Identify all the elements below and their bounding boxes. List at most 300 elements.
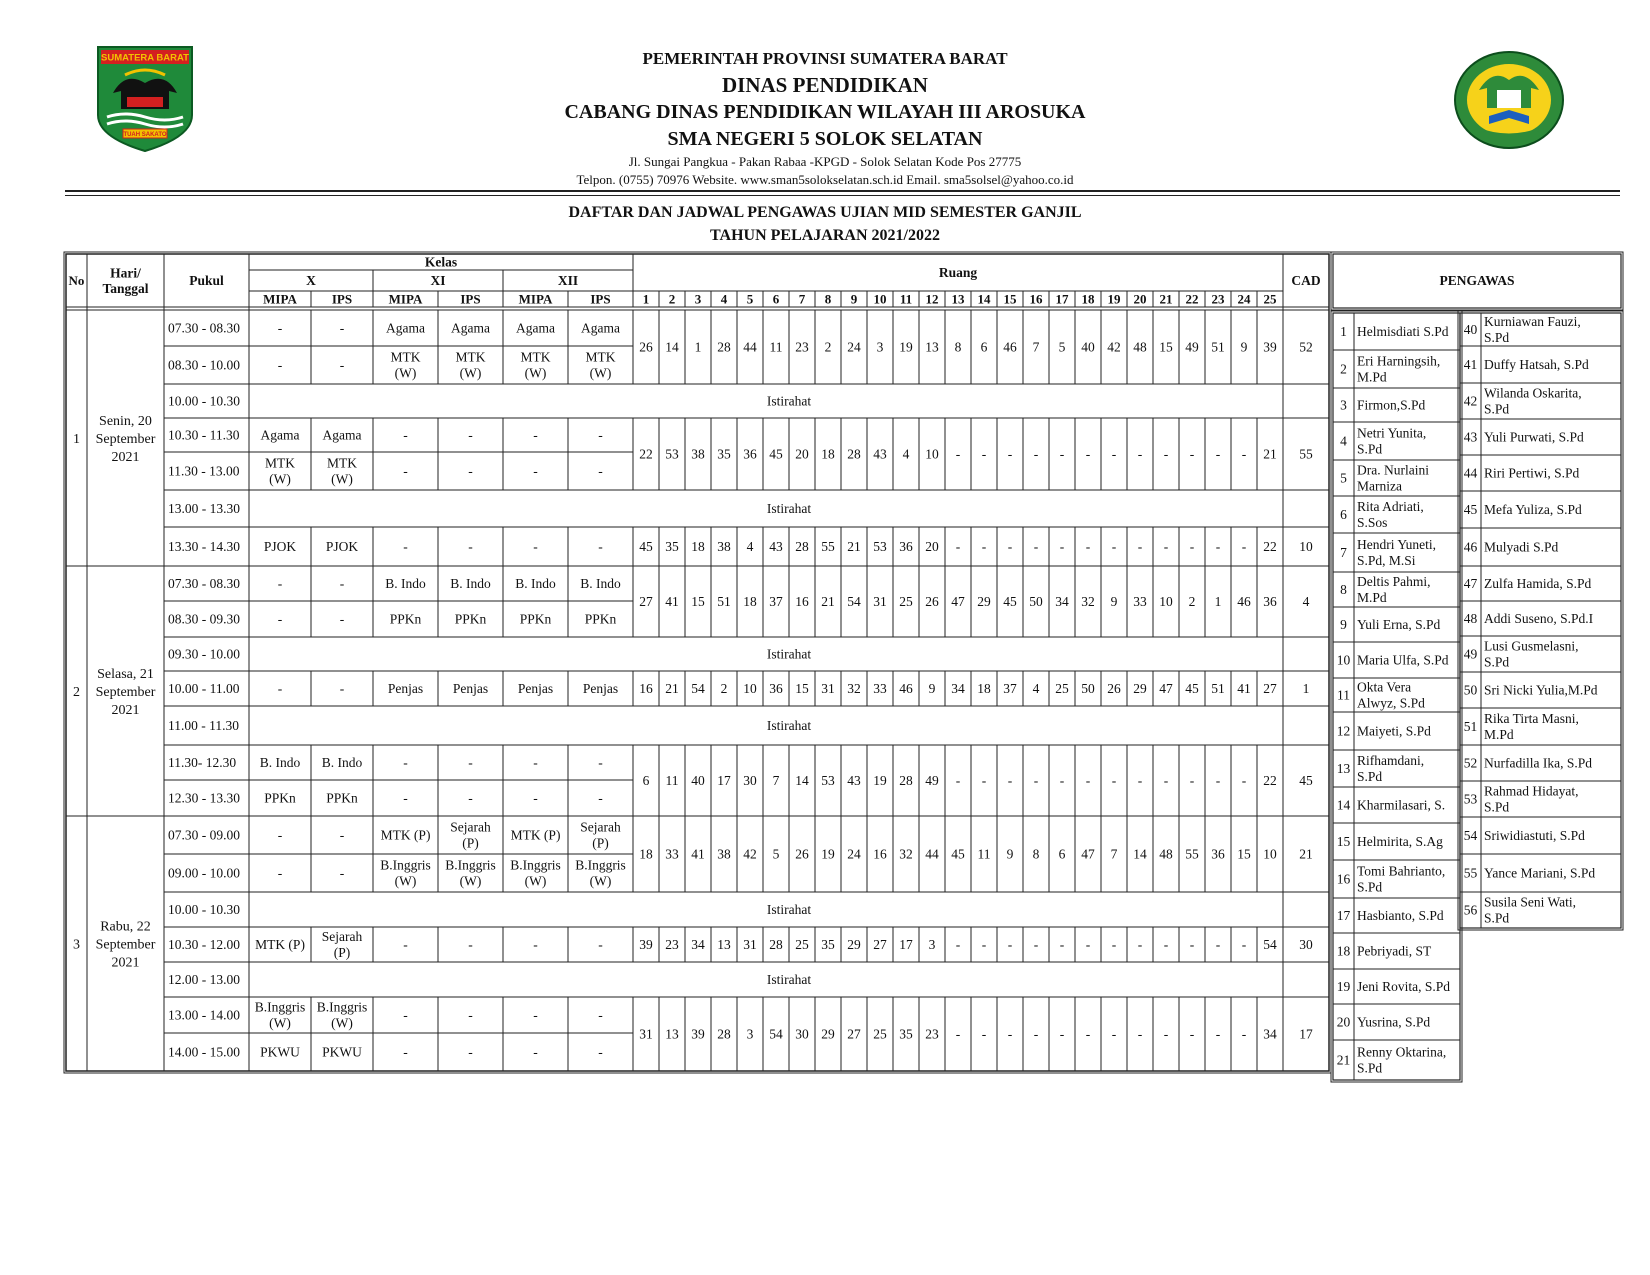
school-contact: Telpon. (0755) 70976 Website. www.sman5solokselatan.sch.id Email. sma5solsel@yahoo.co.id [576,172,1074,187]
room-assignment: 39 [1263,339,1277,355]
room-assignment: 3 [876,339,884,355]
room-assignment: 45 [1003,594,1017,610]
supervisor-number: 14 [1336,797,1351,813]
letterhead-rule-thin [65,195,1620,196]
time-slot: 08.30 - 10.00 [168,357,240,373]
room-assignment: 26 [925,594,939,610]
room-assignment: - [1033,539,1039,555]
break-label: Istirahat [766,902,812,918]
supervisor-name: Nurfadilla Ika, S.Pd [1484,755,1592,771]
subject-cell: MTK (W) [520,349,551,381]
supervisor-name: Firmon,S.Pd [1357,397,1426,413]
room-assignment: 18 [639,846,653,862]
supervisor-number: 16 [1336,871,1351,887]
room-assignment: 27 [639,594,653,610]
room-assignment: 26 [795,846,809,862]
time-slot: 10.00 - 10.30 [168,902,240,918]
time-slot: 13.30 - 14.30 [168,539,240,555]
room-number-header: 5 [746,291,754,307]
subject-cell: Penjas [517,681,554,697]
col-header-stream: IPS [331,291,353,307]
subject-cell: PPKn [326,790,358,806]
room-assignment: 34 [1263,1026,1277,1042]
subject-cell: - [277,865,283,881]
subject-cell: Penjas [387,681,424,697]
border [1333,313,1460,1080]
supervisor-number: 51 [1463,719,1478,735]
subject-cell: MTK (P) [255,937,305,953]
col-header-grade-xi: XI [430,273,446,289]
room-assignment: 28 [717,339,731,355]
room-assignment: 20 [925,539,939,555]
subject-cell: MTK (W) [327,455,357,487]
room-assignment: 15 [691,594,705,610]
room-assignment: - [1189,937,1195,953]
col-header-day: Hari/ Tanggal [102,265,149,296]
room-assignment: - [1215,773,1221,789]
supervisor-name: Maria Ulfa, S.Pd [1357,652,1449,668]
room-assignment: - [1189,773,1195,789]
room-assignment: 47 [951,594,965,610]
room-assignment: - [981,773,987,789]
supervisor-name: Riri Pertiwi, S.Pd [1484,465,1580,481]
room-assignment: 37 [1003,681,1017,697]
subject-cell: - [403,463,408,479]
col-header-grade-xii: XII [557,273,579,289]
room-assignment: - [1085,539,1091,555]
room-assignment: 32 [899,846,913,862]
room-assignment: - [1111,446,1117,462]
room-assignment: 41 [691,846,705,862]
subject-cell: B. Indo [580,576,621,592]
supervisor-number: 42 [1463,393,1478,409]
room-assignment: 2 [720,681,728,697]
room-assignment: 49 [1185,339,1199,355]
supervisor-number: 9 [1340,617,1347,633]
room-assignment: 13 [665,1026,679,1042]
room-assignment: 45 [769,446,783,462]
room-assignment: - [1007,539,1013,555]
time-slot: 11.30 - 13.00 [168,463,240,479]
subject-cell: - [339,357,345,373]
supervisor-name: Yuli Erna, S.Pd [1357,617,1441,633]
subject-cell: PPKn [264,790,296,806]
room-assignment: 11 [665,773,679,789]
subject-cell: - [468,755,473,771]
room-assignment: 17 [717,773,731,789]
room-assignment: 6 [1058,846,1066,862]
room-assignment: - [981,539,987,555]
room-assignment: 35 [899,1026,913,1042]
time-slot: 13.00 - 14.00 [168,1007,240,1023]
subject-cell: Sejarah (P) [321,929,363,961]
room-assignment: 18 [691,539,705,555]
room-assignment: 9 [1240,339,1248,355]
room-assignment: 53 [665,446,679,462]
room-assignment: - [1059,1026,1065,1042]
time-slot: 10.30 - 12.00 [168,937,240,953]
supervisor-number: 54 [1463,828,1478,844]
time-slot: 13.00 - 13.30 [168,501,240,517]
academic-year: TAHUN PELAJARAN 2021/2022 [710,227,940,244]
room-assignment: 36 [1211,846,1225,862]
room-assignment: 13 [717,937,731,953]
subject-cell: - [533,539,538,555]
room-assignment: 41 [665,594,679,610]
supervisor-number: 43 [1463,429,1478,445]
supervisor-name: Helmirita, S.Ag [1357,834,1443,850]
time-slot: 12.30 - 13.30 [168,790,240,806]
subject-cell: - [598,427,603,443]
room-assignment: 49 [925,773,939,789]
supervisor-number: 18 [1336,943,1351,959]
subject-cell: - [403,1044,408,1060]
document-title: DAFTAR DAN JADWAL PENGAWAS UJIAN MID SEMESTER GANJIL [568,204,1082,221]
col-header-reserve: CAD [1291,273,1321,289]
room-assignment: 2 [1188,594,1196,610]
border [64,252,1331,1073]
time-slot: 10.00 - 10.30 [168,393,240,409]
supervisor-name: Hasbianto, S.Pd [1357,908,1444,924]
subject-cell: - [339,611,345,627]
room-number-header: 20 [1133,291,1147,307]
supervisor-number: 45 [1463,502,1478,518]
room-assignment: - [1189,446,1195,462]
room-assignment: 22 [1263,773,1277,789]
subject-cell: - [533,755,538,771]
room-assignment: - [955,539,961,555]
room-number-header: 17 [1055,291,1069,307]
room-assignment: - [1033,446,1039,462]
subject-cell: - [533,427,538,443]
room-assignment: - [1163,1026,1169,1042]
room-assignment: 51 [1211,681,1225,697]
time-slot: 11.00 - 11.30 [168,718,239,734]
room-assignment: - [1189,539,1195,555]
subject-cell: - [598,937,603,953]
room-assignment: 31 [821,681,835,697]
supervisor-name: Helmisdiati S.Pd [1357,324,1449,340]
room-assignment: 10 [925,446,939,462]
room-assignment: - [1007,773,1013,789]
supervisor-number: 11 [1337,687,1350,703]
subject-cell: B.Inggris (W) [254,999,306,1031]
room-assignment: 19 [873,773,887,789]
room-assignment: 51 [1211,339,1225,355]
room-number-header: 23 [1211,291,1225,307]
room-assignment: 48 [1159,846,1173,862]
time-slot: 12.00 - 13.00 [168,972,240,988]
reserve-count: 1 [1302,681,1310,697]
supervisor-name: Yusrina, S.Pd [1357,1014,1431,1030]
room-assignment: 26 [639,339,653,355]
subject-cell: - [533,1044,538,1060]
room-assignment: 28 [795,539,809,555]
supervisor-name: Tomi Bahrianto, S.Pd [1357,863,1446,895]
room-assignment: 15 [1237,846,1251,862]
supervisor-name: Maiyeti, S.Pd [1357,723,1431,739]
room-assignment: - [1033,937,1039,953]
supervisor-number: 13 [1336,761,1351,777]
room-assignment: - [1111,937,1117,953]
room-assignment: - [981,937,987,953]
room-assignment: 36 [1263,594,1277,610]
supervisor-number: 49 [1463,646,1478,662]
subject-cell: Sejarah (P) [450,819,491,851]
room-assignment: 55 [821,539,835,555]
subject-cell: - [598,755,603,771]
border [1331,252,1623,310]
room-assignment: 25 [873,1026,887,1042]
room-assignment: 38 [691,446,705,462]
agency-line: DINAS PENDIDIKAN [722,73,928,97]
subject-cell: - [468,1007,473,1023]
col-header-no: No [68,273,85,289]
supervisor-number: 12 [1336,723,1351,739]
subject-cell: Agama [451,320,490,336]
supervisor-number: 4 [1340,433,1347,449]
room-assignment: 19 [899,339,913,355]
break-label: Istirahat [766,718,812,734]
subject-cell: MTK (W) [390,349,421,381]
subject-cell: PJOK [263,539,297,555]
room-assignment: 50 [1029,594,1043,610]
room-number-header: 11 [899,291,913,307]
room-assignment: 8 [954,339,962,355]
supervisor-name: Kurniawan Fauzi, S.Pd [1484,314,1581,346]
room-assignment: 6 [980,339,988,355]
supervisor-number: 6 [1340,507,1347,523]
supervisor-number: 7 [1340,545,1347,561]
room-assignment: 27 [847,1026,861,1042]
break-label: Istirahat [766,393,812,409]
room-assignment: 21 [665,681,679,697]
subject-cell: - [339,681,345,697]
subject-cell: B.Inggris (W) [445,857,496,889]
subject-cell: - [468,463,473,479]
room-assignment: 40 [1081,339,1095,355]
reserve-count: 10 [1299,539,1313,555]
supervisor-header: PENGAWAS [1439,273,1515,289]
school-emblem-logo [1453,50,1565,150]
subject-cell: B. Indo [259,755,301,771]
supervisor-name: Rita Adriati, S.Sos [1357,499,1424,531]
room-assignment: 34 [951,681,965,697]
room-assignment: 27 [1263,681,1277,697]
supervisor-name: Renny Oktarina, S.Pd [1357,1044,1447,1076]
room-assignment: - [1085,1026,1091,1042]
supervisor-number: 1 [1340,324,1347,340]
room-assignment: 46 [899,681,913,697]
supervisor-number: 48 [1463,611,1478,627]
room-assignment: - [1007,937,1013,953]
room-assignment: 54 [691,681,705,697]
room-assignment: 33 [1133,594,1147,610]
room-assignment: 38 [717,846,731,862]
supervisor-name: Rika Tirta Masni, M.Pd [1484,711,1579,743]
room-assignment: 4 [1032,681,1040,697]
subject-cell: Agama [260,427,300,443]
subject-cell: PKWU [260,1044,300,1060]
room-assignment: - [1137,773,1143,789]
subject-cell: - [598,539,603,555]
subject-cell: PPKn [389,611,422,627]
room-assignment: 24 [847,846,861,862]
room-assignment: 38 [717,539,731,555]
break-label: Istirahat [766,972,812,988]
subject-cell: MTK (W) [455,349,486,381]
subject-cell: MTK (P) [510,827,561,843]
room-assignment: 27 [873,937,887,953]
room-assignment: 39 [691,1026,705,1042]
room-assignment: 16 [873,846,887,862]
room-number-header: 24 [1237,291,1251,307]
subject-cell: - [403,539,408,555]
reserve-count: 17 [1299,1026,1313,1042]
room-assignment: 54 [769,1026,783,1042]
subject-cell: - [598,790,603,806]
room-assignment: 41 [1237,681,1251,697]
room-assignment: - [1163,539,1169,555]
room-assignment: 3 [746,1026,754,1042]
room-assignment: 6 [642,773,650,789]
subject-cell: - [403,790,408,806]
room-assignment: 45 [1185,681,1199,697]
time-slot: 07.30 - 08.30 [168,320,240,336]
subject-cell: B.Inggris (W) [380,857,431,889]
supervisor-number: 10 [1336,652,1351,668]
room-assignment: 54 [1263,937,1277,953]
room-assignment: 47 [1159,681,1173,697]
room-assignment: 9 [1006,846,1014,862]
supervisor-number: 56 [1463,902,1478,918]
room-assignment: - [1059,446,1065,462]
col-header-grade-x: X [306,273,316,289]
room-assignment: 7 [1110,846,1118,862]
room-number-header: 9 [850,291,858,307]
subject-cell: Agama [581,320,620,336]
supervisor-name: Yuli Purwati, S.Pd [1484,429,1584,445]
room-number-header: 4 [720,291,728,307]
room-assignment: 29 [821,1026,835,1042]
room-assignment: 5 [1058,339,1066,355]
room-assignment: 50 [1081,681,1095,697]
col-header-stream: IPS [590,291,611,307]
room-assignment: 15 [795,681,809,697]
subject-cell: - [468,1044,473,1060]
subject-cell: MTK (W) [585,349,616,381]
room-assignment: - [1111,773,1117,789]
supervisor-name: Rifhamdani, S.Pd [1357,753,1425,785]
room-assignment: - [1163,937,1169,953]
subject-cell: - [468,427,473,443]
room-assignment: - [1085,773,1091,789]
room-assignment: 43 [769,539,783,555]
province-emblem-logo [95,45,195,153]
supervisor-number: 52 [1463,755,1478,771]
room-assignment: 43 [847,773,861,789]
supervisor-name: Rahmad Hidayat, S.Pd [1484,783,1579,815]
supervisor-name: Eri Harningsih, M.Pd [1357,353,1441,385]
room-assignment: 9 [1110,594,1118,610]
time-slot: 11.30- 12.30 [168,755,237,771]
room-number-header: 3 [694,291,702,307]
room-assignment: - [1137,937,1143,953]
room-assignment: 29 [1133,681,1147,697]
room-assignment: 30 [743,773,757,789]
supervisor-name: Wilanda Oskarita, S.Pd [1484,385,1582,417]
subject-cell: - [533,790,538,806]
subject-cell: PKWU [322,1044,362,1060]
supervisor-number: 50 [1463,682,1478,698]
room-assignment: 35 [821,937,835,953]
time-slot: 07.30 - 09.00 [168,827,240,843]
room-assignment: 16 [795,594,809,610]
supervisor-name: Addi Suseno, S.Pd.I [1484,611,1594,627]
room-number-header: 25 [1263,291,1277,307]
subject-cell: B.Inggris (W) [575,857,626,889]
room-assignment: 22 [639,446,653,462]
room-assignment: 35 [665,539,679,555]
room-assignment: 1 [694,339,702,355]
room-assignment: - [981,446,987,462]
subject-cell: MTK (W) [265,455,295,487]
room-assignment: - [1085,446,1091,462]
room-assignment: 20 [795,446,809,462]
room-assignment: 34 [1055,594,1069,610]
reserve-count: 52 [1299,339,1313,355]
room-assignment: 14 [795,773,809,789]
reserve-count: 21 [1299,846,1313,862]
border [1331,311,1462,1082]
supervisor-name: Hendri Yuneti, S.Pd, M.Si [1357,537,1436,569]
supervisor-name: Duffy Hatsah, S.Pd [1484,357,1589,373]
emblem-ribbon-text: TUAH SAKATO [123,132,167,138]
room-assignment: - [1137,539,1143,555]
room-assignment: 36 [769,681,783,697]
supervisor-number: 8 [1340,582,1347,598]
room-assignment: - [1085,937,1091,953]
room-number-header: 21 [1159,291,1173,307]
room-assignment: - [1241,773,1247,789]
break-label: Istirahat [766,646,812,662]
room-assignment: 8 [1032,846,1040,862]
subject-cell: - [403,937,408,953]
supervisor-number: 2 [1340,361,1347,377]
subject-cell: B.Inggris (W) [510,857,561,889]
school-address: Jl. Sungai Pangkua - Pakan Rabaa -KPGD - Solok Selatan Kode Pos 27775 [628,154,1022,169]
room-number-header: 13 [951,291,965,307]
room-assignment: - [1215,539,1221,555]
supervisor-number: 3 [1340,397,1347,413]
subject-cell: Penjas [582,681,619,697]
subject-cell: - [533,463,538,479]
room-assignment: 42 [1107,339,1121,355]
time-slot: 09.30 - 10.00 [168,646,240,662]
room-assignment: 14 [665,339,679,355]
room-assignment: 3 [928,937,936,953]
room-assignment: 35 [717,446,731,462]
room-assignment: - [1137,446,1143,462]
subject-cell: B. Indo [321,755,363,771]
col-header-class: Kelas [424,254,458,270]
room-assignment: 45 [639,539,653,555]
supervisor-name: Lusi Gusmelasni, S.Pd [1484,638,1579,670]
room-assignment: 23 [665,937,679,953]
day-number: 1 [73,431,80,447]
branch-line: CABANG DINAS PENDIDIKAN WILAYAH III AROSUKA [564,101,1086,123]
room-assignment: 36 [899,539,913,555]
